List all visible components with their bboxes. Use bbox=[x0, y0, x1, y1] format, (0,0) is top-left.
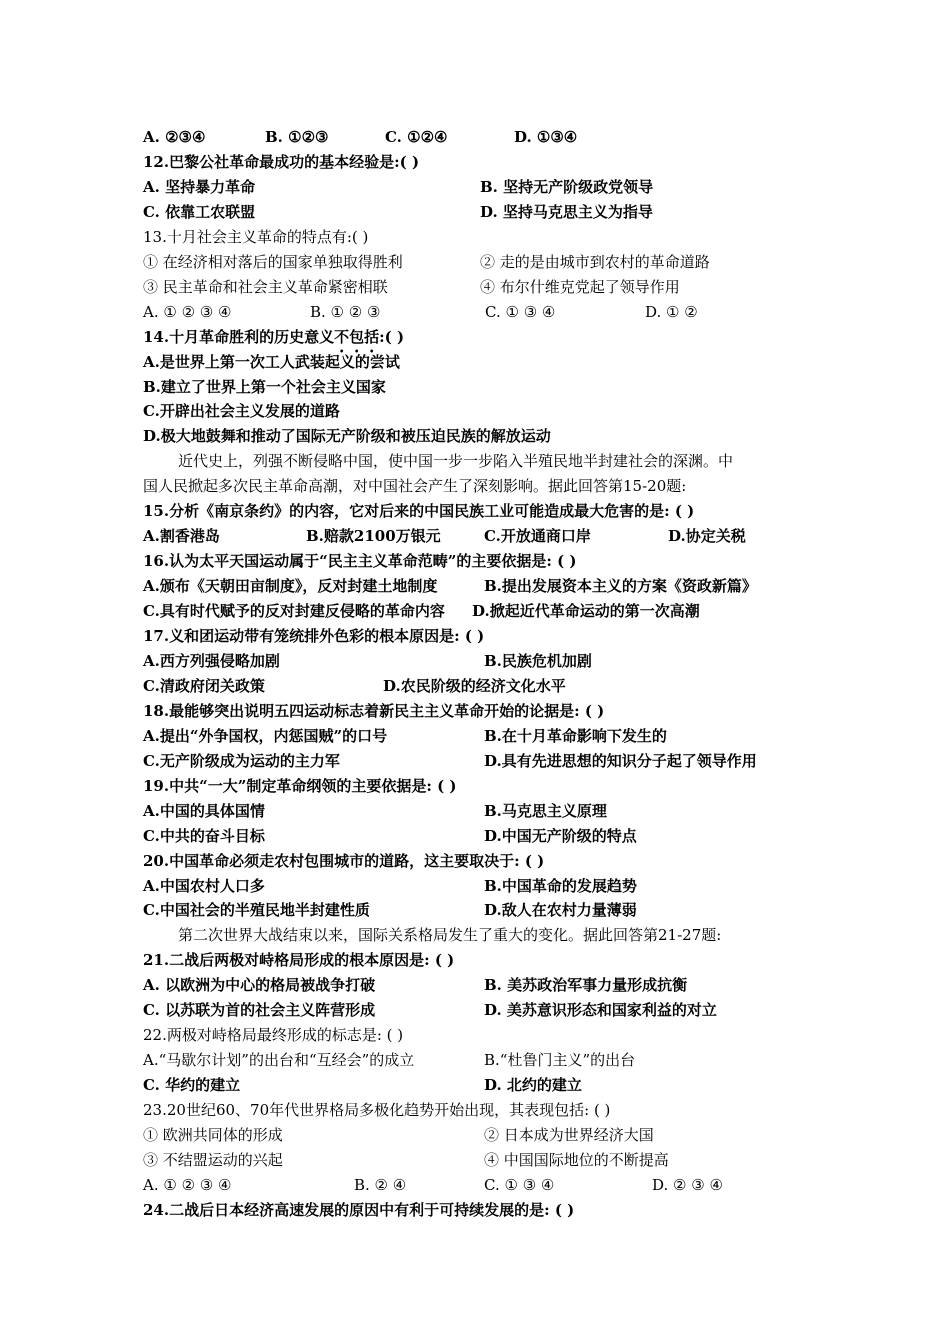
text-line: ① 欧洲共同体的形成 bbox=[143, 1126, 283, 1144]
text-line: C.中国社会的半殖民地半封建性质 bbox=[143, 901, 370, 920]
text-line: A.中国农村人口多 bbox=[143, 876, 265, 895]
text-line: 第二次世界大战结束以来，国际关系格局发生了重大的变化。据此回答第21-27题: bbox=[178, 926, 722, 945]
text-line: C.无产阶级成为运动的主力军 bbox=[143, 751, 340, 770]
text-line: C. ①②④ bbox=[385, 128, 448, 146]
text-line: 近代史上，列强不断侵略中国，使中国一步一步陷入半殖民地半封建社会的深渊。中 bbox=[178, 452, 734, 471]
text-line: D. ② ③ ④ bbox=[652, 1175, 723, 1194]
text-line: ④ 布尔什维克党起了领导作用 bbox=[480, 277, 680, 296]
text-line: A.提出“外争国权，内惩国贼”的口号 bbox=[143, 726, 388, 745]
text-line: C.具有时代赋予的反对封建反侵略的革命内容 bbox=[143, 602, 445, 621]
text-line: D.敌人在农村力量薄弱 bbox=[484, 901, 637, 920]
text-line: C. ① ③ ④ bbox=[485, 302, 556, 321]
text-line: B.建立了世界上第一个社会主义国家 bbox=[143, 377, 386, 396]
text-line: 18.最能够突出说明五四运动标志着新民主主义革命开始的论据是: ( ) bbox=[143, 701, 605, 720]
text-line: C.中共的奋斗目标 bbox=[143, 826, 265, 845]
text-line: 24.二战后日本经济高速发展的原因中有利于可持续发展的是: ( ) bbox=[143, 1200, 575, 1219]
text-line: A.颁布《天朝田亩制度》，反对封建土地制度 bbox=[143, 577, 438, 596]
text-line: C. 华约的建立 bbox=[143, 1076, 241, 1095]
text-line: A.西方列强侵略加剧 bbox=[143, 651, 280, 670]
text-line: ① 在经济相对落后的国家单独取得胜利 bbox=[143, 252, 403, 271]
text-line: D.具有先进思想的知识分子起了领导作用 bbox=[484, 751, 757, 770]
text-line: D. 坚持马克思主义为指导 bbox=[480, 202, 653, 221]
text-line: 国人民掀起多次民主革命高潮，对中国社会产生了深刻影响。据此回答第15-20题: bbox=[143, 477, 687, 496]
text-line: B. ①②③ bbox=[265, 128, 329, 146]
text-line: A.割香港岛 bbox=[143, 527, 220, 546]
question-14-prefix: 14.十月革命胜利的历史意义 bbox=[143, 327, 335, 346]
text-line: B. 坚持无产阶级政党领导 bbox=[480, 177, 654, 196]
text-line: 13.十月社会主义革命的特点有:( ) bbox=[143, 227, 369, 246]
text-line: C.清政府闭关政策 bbox=[143, 676, 265, 695]
text-line: C. ① ③ ④ bbox=[484, 1175, 555, 1194]
text-line: A.中国的具体国情 bbox=[143, 801, 265, 820]
text-line: A. 坚持暴力革命 bbox=[143, 177, 256, 196]
text-line: B. ① ② ③ bbox=[310, 302, 381, 321]
text-line: B.“杜鲁门主义”的出台 bbox=[484, 1051, 636, 1070]
text-line: D. 美苏意识形态和国家利益的对立 bbox=[484, 1001, 717, 1020]
text-line: A. 以欧洲为中心的格局被战争打破 bbox=[143, 976, 376, 995]
text-line: D. 北约的建立 bbox=[484, 1076, 582, 1095]
text-line: C. 依靠工农联盟 bbox=[143, 202, 256, 221]
text-line: 16.认为太平天国运动属于“民主主义革命范畴”的主要依据是: ( ) bbox=[143, 552, 577, 571]
text-line: B.中国革命的发展趋势 bbox=[484, 876, 637, 895]
text-line: B.民族危机加剧 bbox=[484, 651, 592, 670]
text-line: 21.二战后两极对峙格局形成的根本原因是: ( ) bbox=[143, 951, 455, 970]
text-line: 17.义和团运动带有笼统排外色彩的根本原因是: ( ) bbox=[143, 627, 485, 645]
text-line: 20.中国革命必须走农村包围城市的道路，这主要取决于: ( ) bbox=[143, 851, 545, 870]
text-line: 23.20世纪60、70年代世界格局多极化趋势开始出现，其表现包括: ( ) bbox=[143, 1101, 611, 1120]
text-line: D. ① ② bbox=[645, 302, 698, 321]
text-line: C.开辟出社会主义发展的道路 bbox=[143, 402, 340, 421]
text-line: 12.巴黎公社革命最成功的基本经验是:( ) bbox=[143, 152, 420, 171]
text-line: A. ① ② ③ ④ bbox=[143, 302, 232, 321]
text-line: 15.分析《南京条约》的内容，它对后来的中国民族工业可能造成最大危害的是: ( ) bbox=[143, 502, 695, 521]
text-line: A.是世界上第一次工人武装起义的尝试 bbox=[143, 352, 400, 371]
text-line: ④ 中国国际地位的不断提高 bbox=[484, 1150, 669, 1169]
text-line: A.“马歇尔计划”的出台和“互经会”的成立 bbox=[143, 1051, 415, 1070]
text-line: 22.两极对峙格局最终形成的标志是: ( ) bbox=[143, 1026, 404, 1045]
question-14-emphasis: 不包括 bbox=[334, 327, 380, 346]
question-14-suffix: :( ) bbox=[379, 327, 405, 346]
text-line: A. ① ② ③ ④ bbox=[143, 1175, 232, 1194]
text-line: D. ①③④ bbox=[514, 128, 578, 146]
text-line: B. 美苏政治军事力量形成抗衡 bbox=[484, 976, 688, 995]
text-line: ② 走的是由城市到农村的革命道路 bbox=[480, 252, 710, 271]
text-line: B.马克思主义原理 bbox=[484, 801, 607, 820]
text-line: A. ②③④ bbox=[143, 128, 206, 146]
text-line: ③ 民主革命和社会主义革命紧密相联 bbox=[143, 277, 388, 296]
text-line: B.赔款2100万银元 bbox=[306, 527, 441, 546]
text-line: C.开放通商口岸 bbox=[484, 527, 591, 546]
text-line: D.协定关税 bbox=[668, 527, 746, 546]
text-line: D.掀起近代革命运动的第一次高潮 bbox=[472, 602, 700, 621]
text-line: D.极大地鼓舞和推动了国际无产阶级和被压迫民族的解放运动 bbox=[143, 427, 551, 446]
text-line: 19.中共“一大”制定革命纲领的主要依据是: ( ) bbox=[143, 776, 457, 795]
text-line: ③ 不结盟运动的兴起 bbox=[143, 1150, 283, 1169]
text-line: D.中国无产阶级的特点 bbox=[484, 826, 637, 845]
text-line: B.提出发展资本主义的方案《资政新篇》 bbox=[484, 577, 757, 596]
text-line: ② 日本成为世界经济大国 bbox=[484, 1126, 654, 1144]
text-line: D.农民阶级的经济文化水平 bbox=[383, 676, 566, 695]
text-line: B. ② ④ bbox=[354, 1175, 407, 1194]
text-line: B.在十月革命影响下发生的 bbox=[484, 726, 667, 745]
text-line: C. 以苏联为首的社会主义阵营形成 bbox=[143, 1001, 376, 1020]
